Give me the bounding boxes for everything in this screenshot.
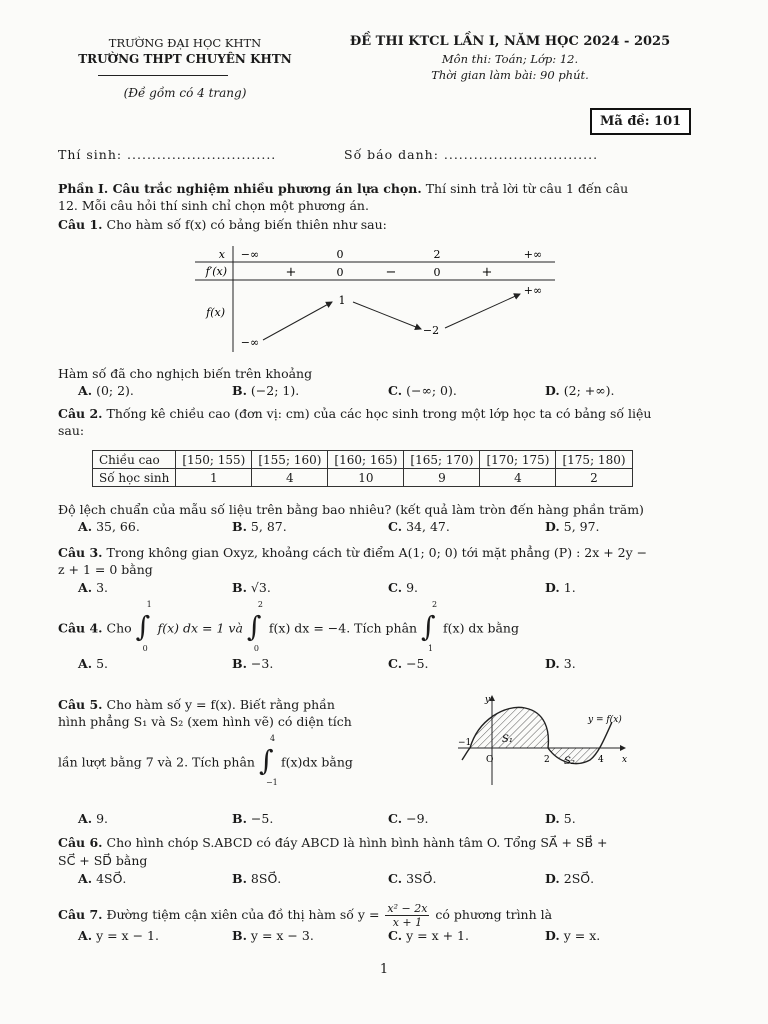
q5-label: Câu 5. xyxy=(58,697,103,712)
integral-sign: ∫ 4 −1 xyxy=(258,734,278,787)
candidate-name-field: Thí sinh: .............................. xyxy=(58,147,277,162)
table-row xyxy=(93,469,633,487)
table-cell: 4 xyxy=(480,469,556,487)
q5-option-c: C. −9. xyxy=(388,811,429,826)
q3-option-b: B. √3. xyxy=(232,580,271,595)
q6-option-c: C. 3SO⃗. xyxy=(388,871,437,886)
q3-option-d: D. 1. xyxy=(545,580,576,595)
tick-label: 2 xyxy=(544,755,550,765)
q2-text: Thống kê chiều cao (đơn vị: cm) của các học sinh trong một lớp học ta có bảng số liệu xyxy=(102,406,652,421)
vt-f-value: +∞ xyxy=(523,284,543,297)
vt-x-value: 2 xyxy=(433,248,441,261)
exam-subject: Môn thi: Toán; Lớp: 12. xyxy=(441,52,579,66)
origin-label: O xyxy=(486,755,494,765)
q4-option-d: D. 3. xyxy=(545,656,576,671)
curve-label: y = f(x) xyxy=(588,715,622,725)
vt-x-value: −∞ xyxy=(240,248,260,261)
q7-option-c: C. y = x + 1. xyxy=(388,928,469,943)
table-cell: [170; 175) xyxy=(480,451,556,469)
q7-option-b: B. y = x − 3. xyxy=(232,928,314,943)
vt-sign: + xyxy=(285,265,297,280)
table-cell: Chiều cao xyxy=(93,451,176,469)
integral-sign: ∫ 2 1 xyxy=(421,600,438,653)
integral-sign: ∫ 2 0 xyxy=(246,600,264,653)
function-graph xyxy=(450,690,650,790)
school-name-1: TRƯỜNG ĐẠI HỌC KHTN xyxy=(108,36,262,50)
q5-stem: Câu 5. Cho hàm số y = f(x). Biết rằng phần xyxy=(58,697,335,712)
header-divider xyxy=(98,75,228,76)
q6-label: Câu 6. xyxy=(58,835,103,850)
q6-stem: Câu 6. Cho hình chóp S.ABCD có đáy ABCD là hình bình hành tâm O. Tổng SA⃗ + SB⃗ + xyxy=(58,835,608,850)
table-cell: [150; 155) xyxy=(176,451,252,469)
vt-sign: + xyxy=(481,265,493,280)
q3-text: Trong không gian Oxyz, khoảng cách từ điểm A(1; 0; 0) tới mặt phẳng (P) : 2x + 2y − xyxy=(102,545,648,560)
table-row xyxy=(93,451,633,469)
q2-text-2: sau: xyxy=(58,423,85,438)
q5-text-2: hình phẳng S₁ và S₂ (xem hình vẽ) có diện tích xyxy=(58,714,352,729)
variation-table xyxy=(195,244,565,356)
page-count-note: (Đề gồm có 4 trang) xyxy=(123,86,247,100)
fraction-numerator: x² − 2x xyxy=(387,902,428,915)
part1-desc-2: 12. Mỗi câu hỏi thí sinh chỉ chọn một phương án. xyxy=(58,198,369,213)
page-number: 1 xyxy=(379,962,389,977)
q4-option-a: A. 5. xyxy=(78,656,108,671)
fraction xyxy=(385,902,429,929)
vt-f-value: −2 xyxy=(422,324,440,337)
table-cell: [155; 160) xyxy=(252,451,328,469)
q5-option-a: A. 9. xyxy=(78,811,108,826)
q3-option-a: A. 3. xyxy=(78,580,108,595)
table-cell: [175; 180) xyxy=(556,451,632,469)
q3-label: Câu 3. xyxy=(58,545,103,560)
q2-option-b: B. 5, 87. xyxy=(232,519,287,534)
q2-option-a: A. 35, 66. xyxy=(78,519,140,534)
table-cell: 9 xyxy=(404,469,480,487)
q6-text-2: SC⃗ + SD⃗ bằng xyxy=(58,853,148,868)
vt-sign: 0 xyxy=(433,266,441,279)
exam-title: ĐỀ THI KTCL LẦN I, NĂM HỌC 2024 - 2025 xyxy=(349,34,671,49)
q7-option-a: A. y = x − 1. xyxy=(78,928,159,943)
q5-text-3: lần lượt bằng 7 và 2. Tích phân ∫ 4 −1 f(x)dx bằng xyxy=(58,734,353,787)
q6-option-a: A. 4SO⃗. xyxy=(78,871,127,886)
tick-label: 4 xyxy=(598,755,604,765)
q1-option-a: A. (0; 2). xyxy=(78,383,134,398)
vt-sign: 0 xyxy=(336,266,344,279)
vt-f-value: 1 xyxy=(338,294,346,307)
tick-label: −1 xyxy=(458,738,472,748)
integral-sign: ∫ 1 0 xyxy=(135,600,152,653)
q7-stem: Câu 7. Đường tiệm cận xiên của đồ thị hàm số y = $\frac{\text{x² − 2x}}{x + 1}$ có phương trình là xyxy=(58,902,553,929)
x-axis-label: x xyxy=(622,755,628,765)
q2-option-c: C. 34, 47. xyxy=(388,519,450,534)
table-cell: [160; 165) xyxy=(328,451,404,469)
q2-label: Câu 2. xyxy=(58,406,103,421)
part1-title: Phần I. Câu trắc nghiệm nhiều phương án lựa chọn. xyxy=(58,181,422,196)
exam-code-box: Mã đề: 101 xyxy=(590,108,691,135)
s1-label: S₁ xyxy=(502,734,513,745)
q2-question: Độ lệch chuẩn của mẫu số liệu trên bằng bao nhiêu? (kết quả làm tròn đến hàng phần trăm) xyxy=(58,502,644,517)
q1-option-d: D. (2; +∞). xyxy=(545,383,615,398)
q6-option-b: B. 8SO⃗. xyxy=(232,871,282,886)
candidate-id-field: Số báo danh: ............................... xyxy=(344,147,599,162)
q4-option-b: B. −3. xyxy=(232,656,274,671)
q4-option-c: C. −5. xyxy=(388,656,429,671)
q1-stem xyxy=(58,217,698,232)
part1-desc-1: Thí sinh trả lời từ câu 1 đến câu xyxy=(421,181,629,196)
table-cell: 2 xyxy=(556,469,632,487)
vt-f-value: −∞ xyxy=(240,336,260,349)
exam-time: Thời gian làm bài: 90 phút. xyxy=(431,68,589,82)
y-axis-label: y xyxy=(484,695,490,705)
vt-f-label: f(x) xyxy=(206,306,225,319)
vt-arrow-up xyxy=(263,302,332,340)
q3-stem xyxy=(58,545,698,560)
vt-arrow-up xyxy=(445,294,520,328)
q1-option-c: C. (−∞; 0). xyxy=(388,383,457,398)
q1-label: Câu 1. xyxy=(58,217,103,232)
vt-arrow-down xyxy=(353,302,421,329)
q4-label: Câu 4. xyxy=(58,620,103,636)
q1-question: Hàm số đã cho nghịch biến trên khoảng xyxy=(58,366,313,381)
vt-x-label: x xyxy=(218,248,225,261)
q6-option-d: D. 2SO⃗. xyxy=(545,871,595,886)
fraction-denominator: x + 1 xyxy=(392,916,423,929)
q5-option-b: B. −5. xyxy=(232,811,274,826)
q2-option-d: D. 5, 97. xyxy=(545,519,600,534)
school-name-2: TRƯỜNG THPT CHUYÊN KHTN xyxy=(78,52,292,66)
q1-option-b: B. (−2; 1). xyxy=(232,383,300,398)
q2-stem xyxy=(58,406,698,421)
vt-x-value: 0 xyxy=(336,248,344,261)
vt-x-value: +∞ xyxy=(523,248,543,261)
q1-text: Cho hàm số f(x) có bảng biến thiên như sau: xyxy=(102,217,387,232)
q3-text-2: z + 1 = 0 bằng xyxy=(58,562,153,577)
height-table xyxy=(92,450,633,487)
vt-fp-label: f′(x) xyxy=(205,265,227,278)
q4-stem: Câu 4. Cho ∫ 1 0 f(x) dx = 1 và ∫ 2 0 f(x) dx = −4. Tích phân ∫ 2 1 f(x) dx bằng xyxy=(58,600,519,653)
q7-label: Câu 7. xyxy=(58,907,103,922)
s2-label: S₂ xyxy=(564,756,575,767)
part1-header xyxy=(58,181,698,196)
table-cell: [165; 170) xyxy=(404,451,480,469)
table-cell: 4 xyxy=(252,469,328,487)
vt-sign: − xyxy=(385,265,397,280)
q7-option-d: D. y = x. xyxy=(545,928,601,943)
q5-option-d: D. 5. xyxy=(545,811,576,826)
table-cell: 1 xyxy=(176,469,252,487)
q3-option-c: C. 9. xyxy=(388,580,419,595)
table-cell: 10 xyxy=(328,469,404,487)
table-cell: Số học sinh xyxy=(93,469,176,487)
